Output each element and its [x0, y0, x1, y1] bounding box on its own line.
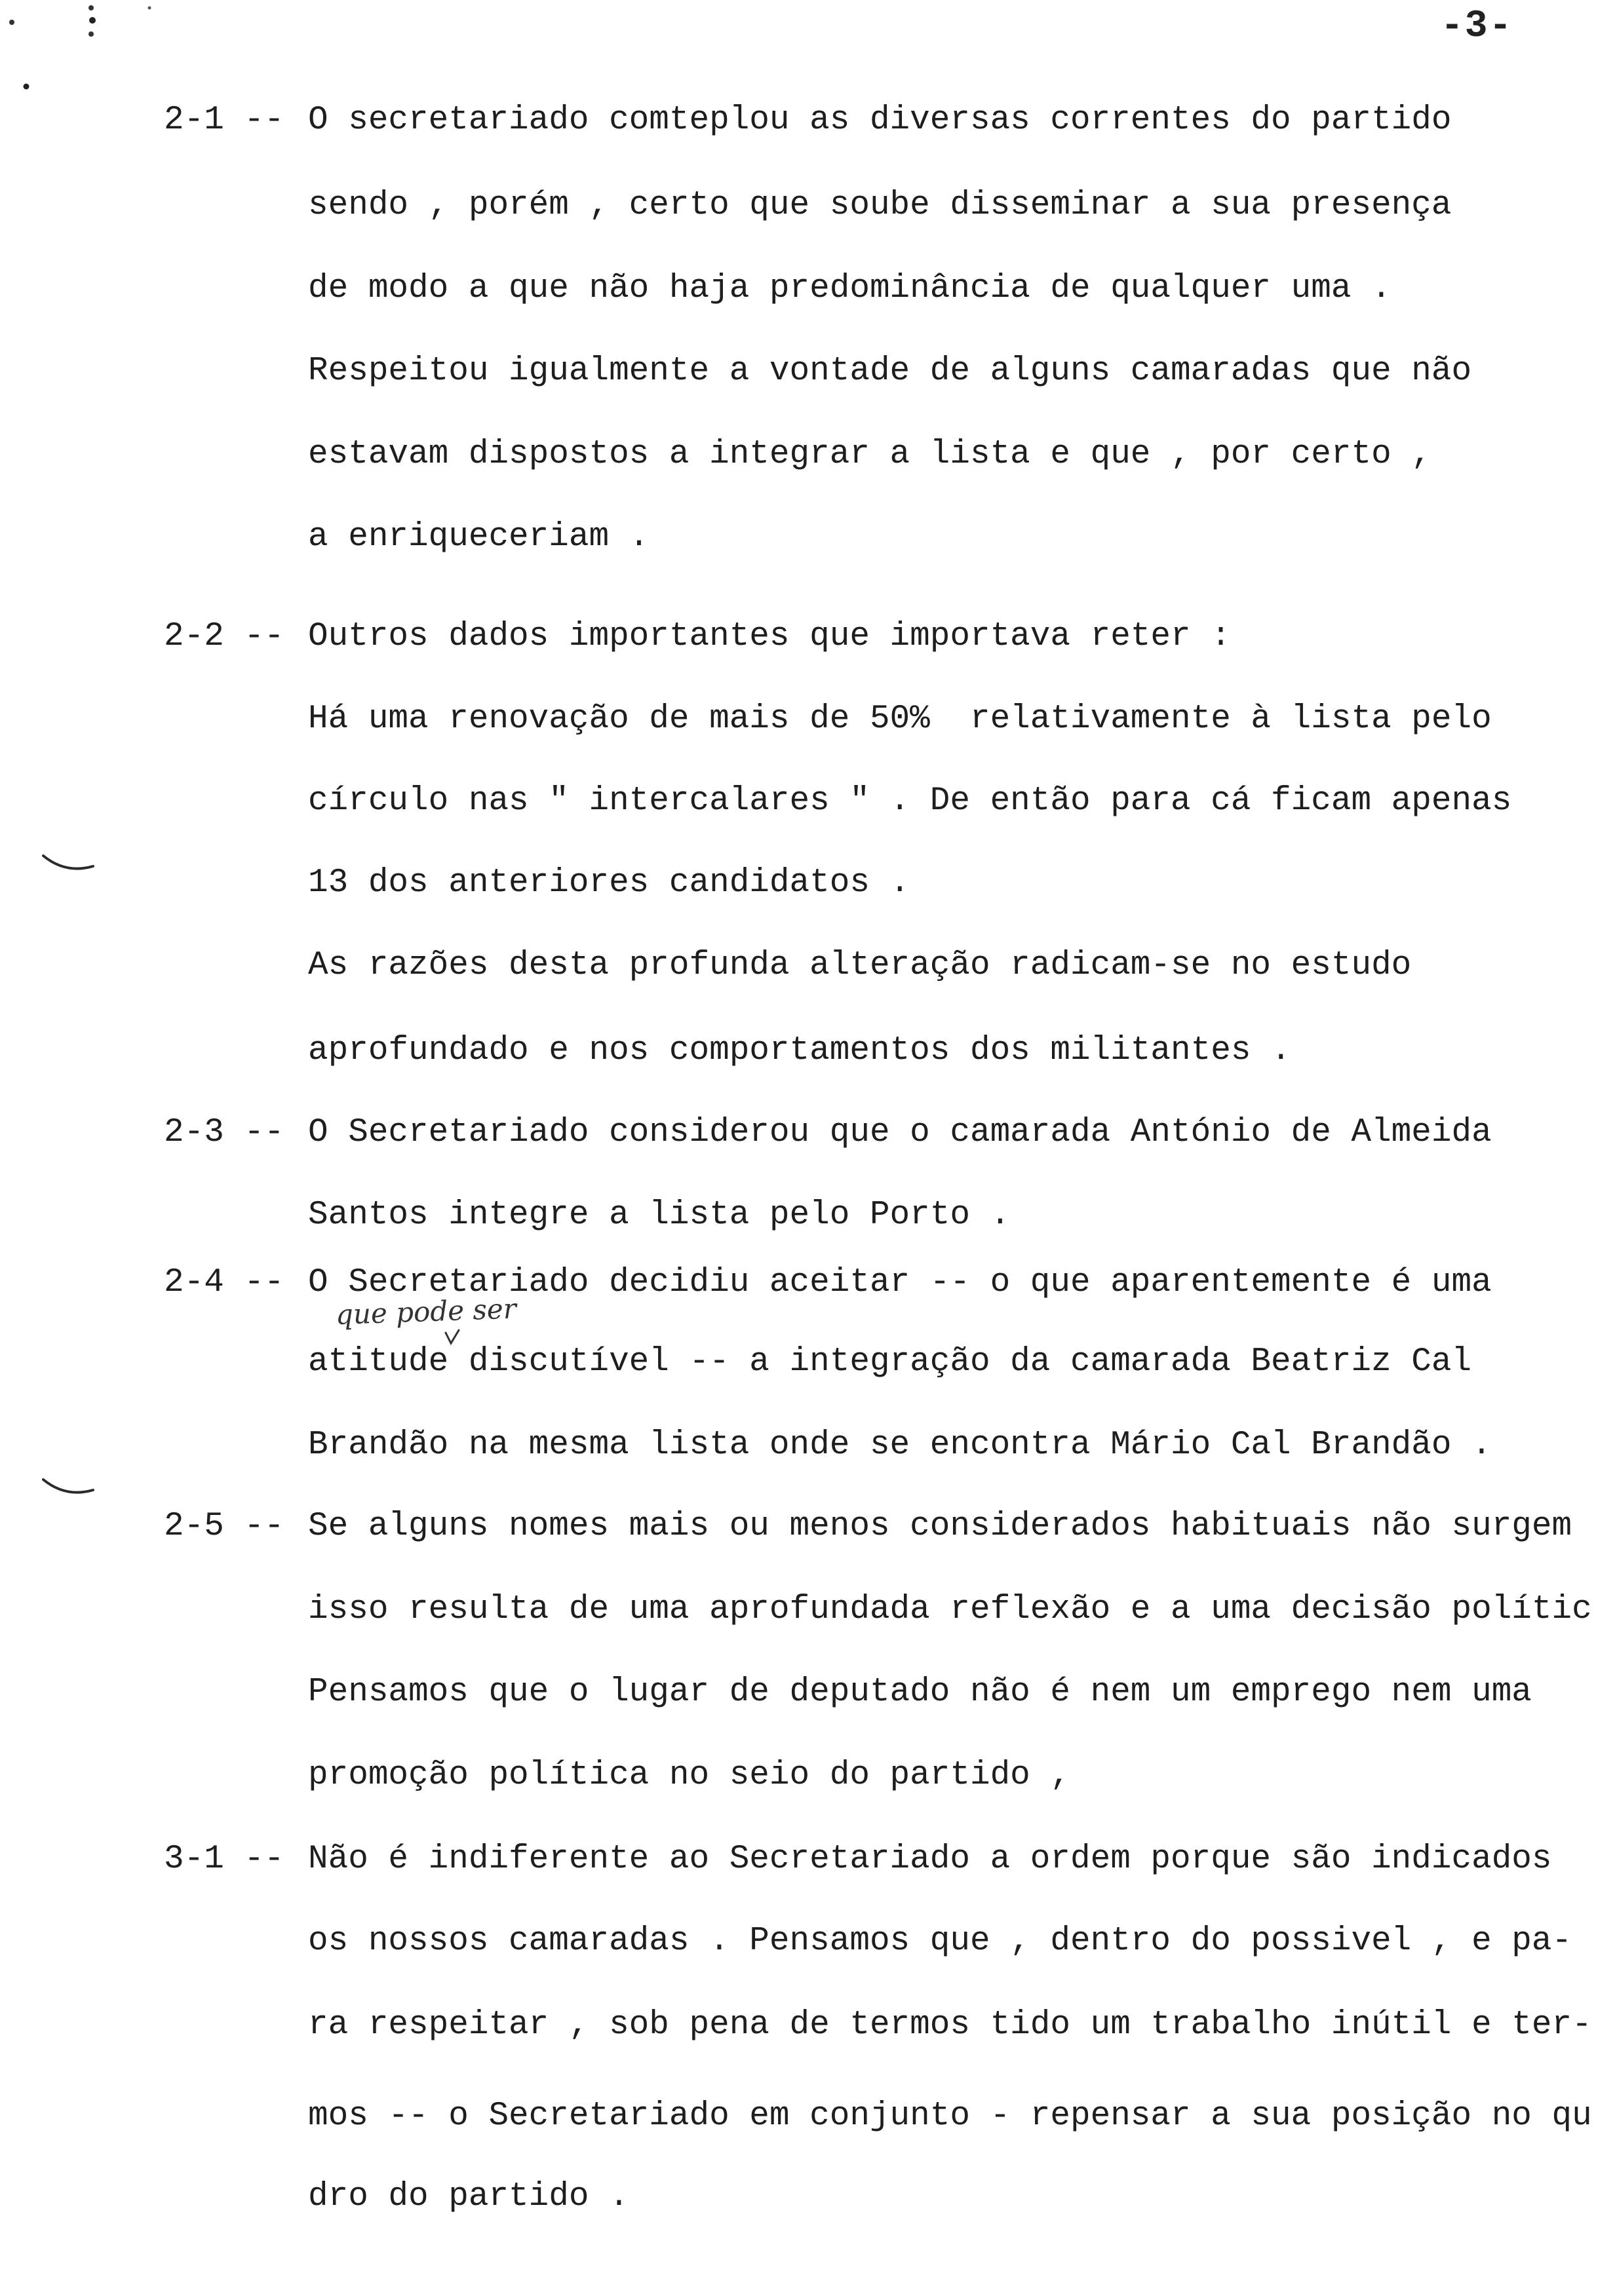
text-line: [0, 2097, 1615, 2136]
text-line: [0, 1840, 1615, 1879]
text-line: [0, 1922, 1615, 1961]
line-text: mos -- o Secretariado em conjunto - repensar a sua posição no qu: [308, 2097, 1592, 2135]
text-line: [0, 518, 1615, 557]
text-line: [0, 782, 1615, 821]
line-text: sendo , porém , certo que soube disseminar a sua presença: [308, 187, 1452, 224]
text-line: [0, 1756, 1615, 1795]
text-line: [0, 2006, 1615, 2045]
page-number: -3-: [1441, 5, 1513, 48]
line-text: ra respeitar , sob pena de termos tido um trabalho inútil e ter-: [308, 2006, 1592, 2044]
text-line: [0, 2177, 1615, 2217]
section-label: 2-4 --: [164, 1264, 284, 1301]
line-text: estavam dispostos a integrar a lista e que , por certo ,: [308, 436, 1431, 473]
handwritten-insert: que pode ser: [335, 1292, 517, 1331]
stray-ink-marks: [0, 0, 170, 105]
line-text: O Secretariado considerou que o camarada António de Almeida: [308, 1114, 1492, 1151]
line-text: atitude discutível -- a integração da camarada Beatriz Cal: [308, 1343, 1472, 1381]
text-line: [0, 269, 1615, 309]
line-text: aprofundado e nos comportamentos dos militantes .: [308, 1032, 1291, 1069]
text-line: [0, 1031, 1615, 1071]
text-line: [0, 101, 1615, 140]
line-text: promoção política no seio do partido ,: [308, 1757, 1070, 1794]
text-line: [0, 1507, 1615, 1546]
line-text: Santos integre a lista pelo Porto .: [308, 1196, 1011, 1234]
text-line: [0, 700, 1615, 739]
line-text: 13 dos anteriores candidatos .: [308, 864, 910, 902]
text-line: [0, 946, 1615, 985]
text-line: [0, 1263, 1615, 1303]
line-text: Brandão na mesma lista onde se encontra Mário Cal Brandão .: [308, 1426, 1492, 1464]
line-text: os nossos camaradas . Pensamos que , dentro do possivel , e pa-: [308, 1923, 1572, 1960]
text-line: [0, 435, 1615, 474]
text-line: [0, 1590, 1615, 1630]
section-label: 2-5 --: [164, 1508, 284, 1545]
section-label: 2-3 --: [164, 1114, 284, 1151]
text-line: [0, 186, 1615, 225]
line-text: Há uma renovação de mais de 50% relativamente à lista pelo: [308, 700, 1492, 738]
line-text: As razões desta profunda alteração radicam-se no estudo: [308, 947, 1412, 984]
text-line: [0, 617, 1615, 657]
section-label: 3-1 --: [164, 1841, 284, 1878]
line-text: Pensamos que o lugar de deputado não é nem um emprego nem uma: [308, 1674, 1532, 1711]
line-text: O Secretariado decidiu aceitar -- o que aparentemente é uma: [308, 1264, 1492, 1301]
line-text: de modo a que não haja predominância de qualquer uma .: [308, 270, 1391, 307]
line-text: isso resulta de uma aprofundada reflexão e a uma decisão polític: [308, 1591, 1592, 1628]
section-label: 2-1 --: [164, 102, 284, 139]
text-line: [0, 1343, 1615, 1382]
line-text: Se alguns nomes mais ou menos considerados habituais não surgem: [308, 1508, 1572, 1545]
line-text: a enriqueceriam .: [308, 518, 650, 556]
text-line: [0, 1673, 1615, 1712]
line-text: Respeitou igualmente a vontade de alguns camaradas que não: [308, 353, 1472, 390]
line-text: Não é indiferente ao Secretariado a ordem porque são indicados: [308, 1841, 1552, 1878]
line-text: círculo nas " intercalares " . De então para cá ficam apenas: [308, 782, 1512, 820]
text-line: [0, 352, 1615, 391]
line-text: Outros dados importantes que importava reter :: [308, 618, 1231, 655]
text-line: [0, 1426, 1615, 1465]
section-label: 2-2 --: [164, 618, 284, 655]
line-text: dro do partido .: [308, 2178, 629, 2215]
margin-curve-mark: [39, 1476, 98, 1504]
text-line: [0, 1113, 1615, 1153]
line-text: O secretariado comteplou as diversas correntes do partido: [308, 102, 1452, 139]
text-line: [0, 864, 1615, 903]
margin-curve-mark: [39, 852, 98, 881]
text-line: [0, 1196, 1615, 1235]
